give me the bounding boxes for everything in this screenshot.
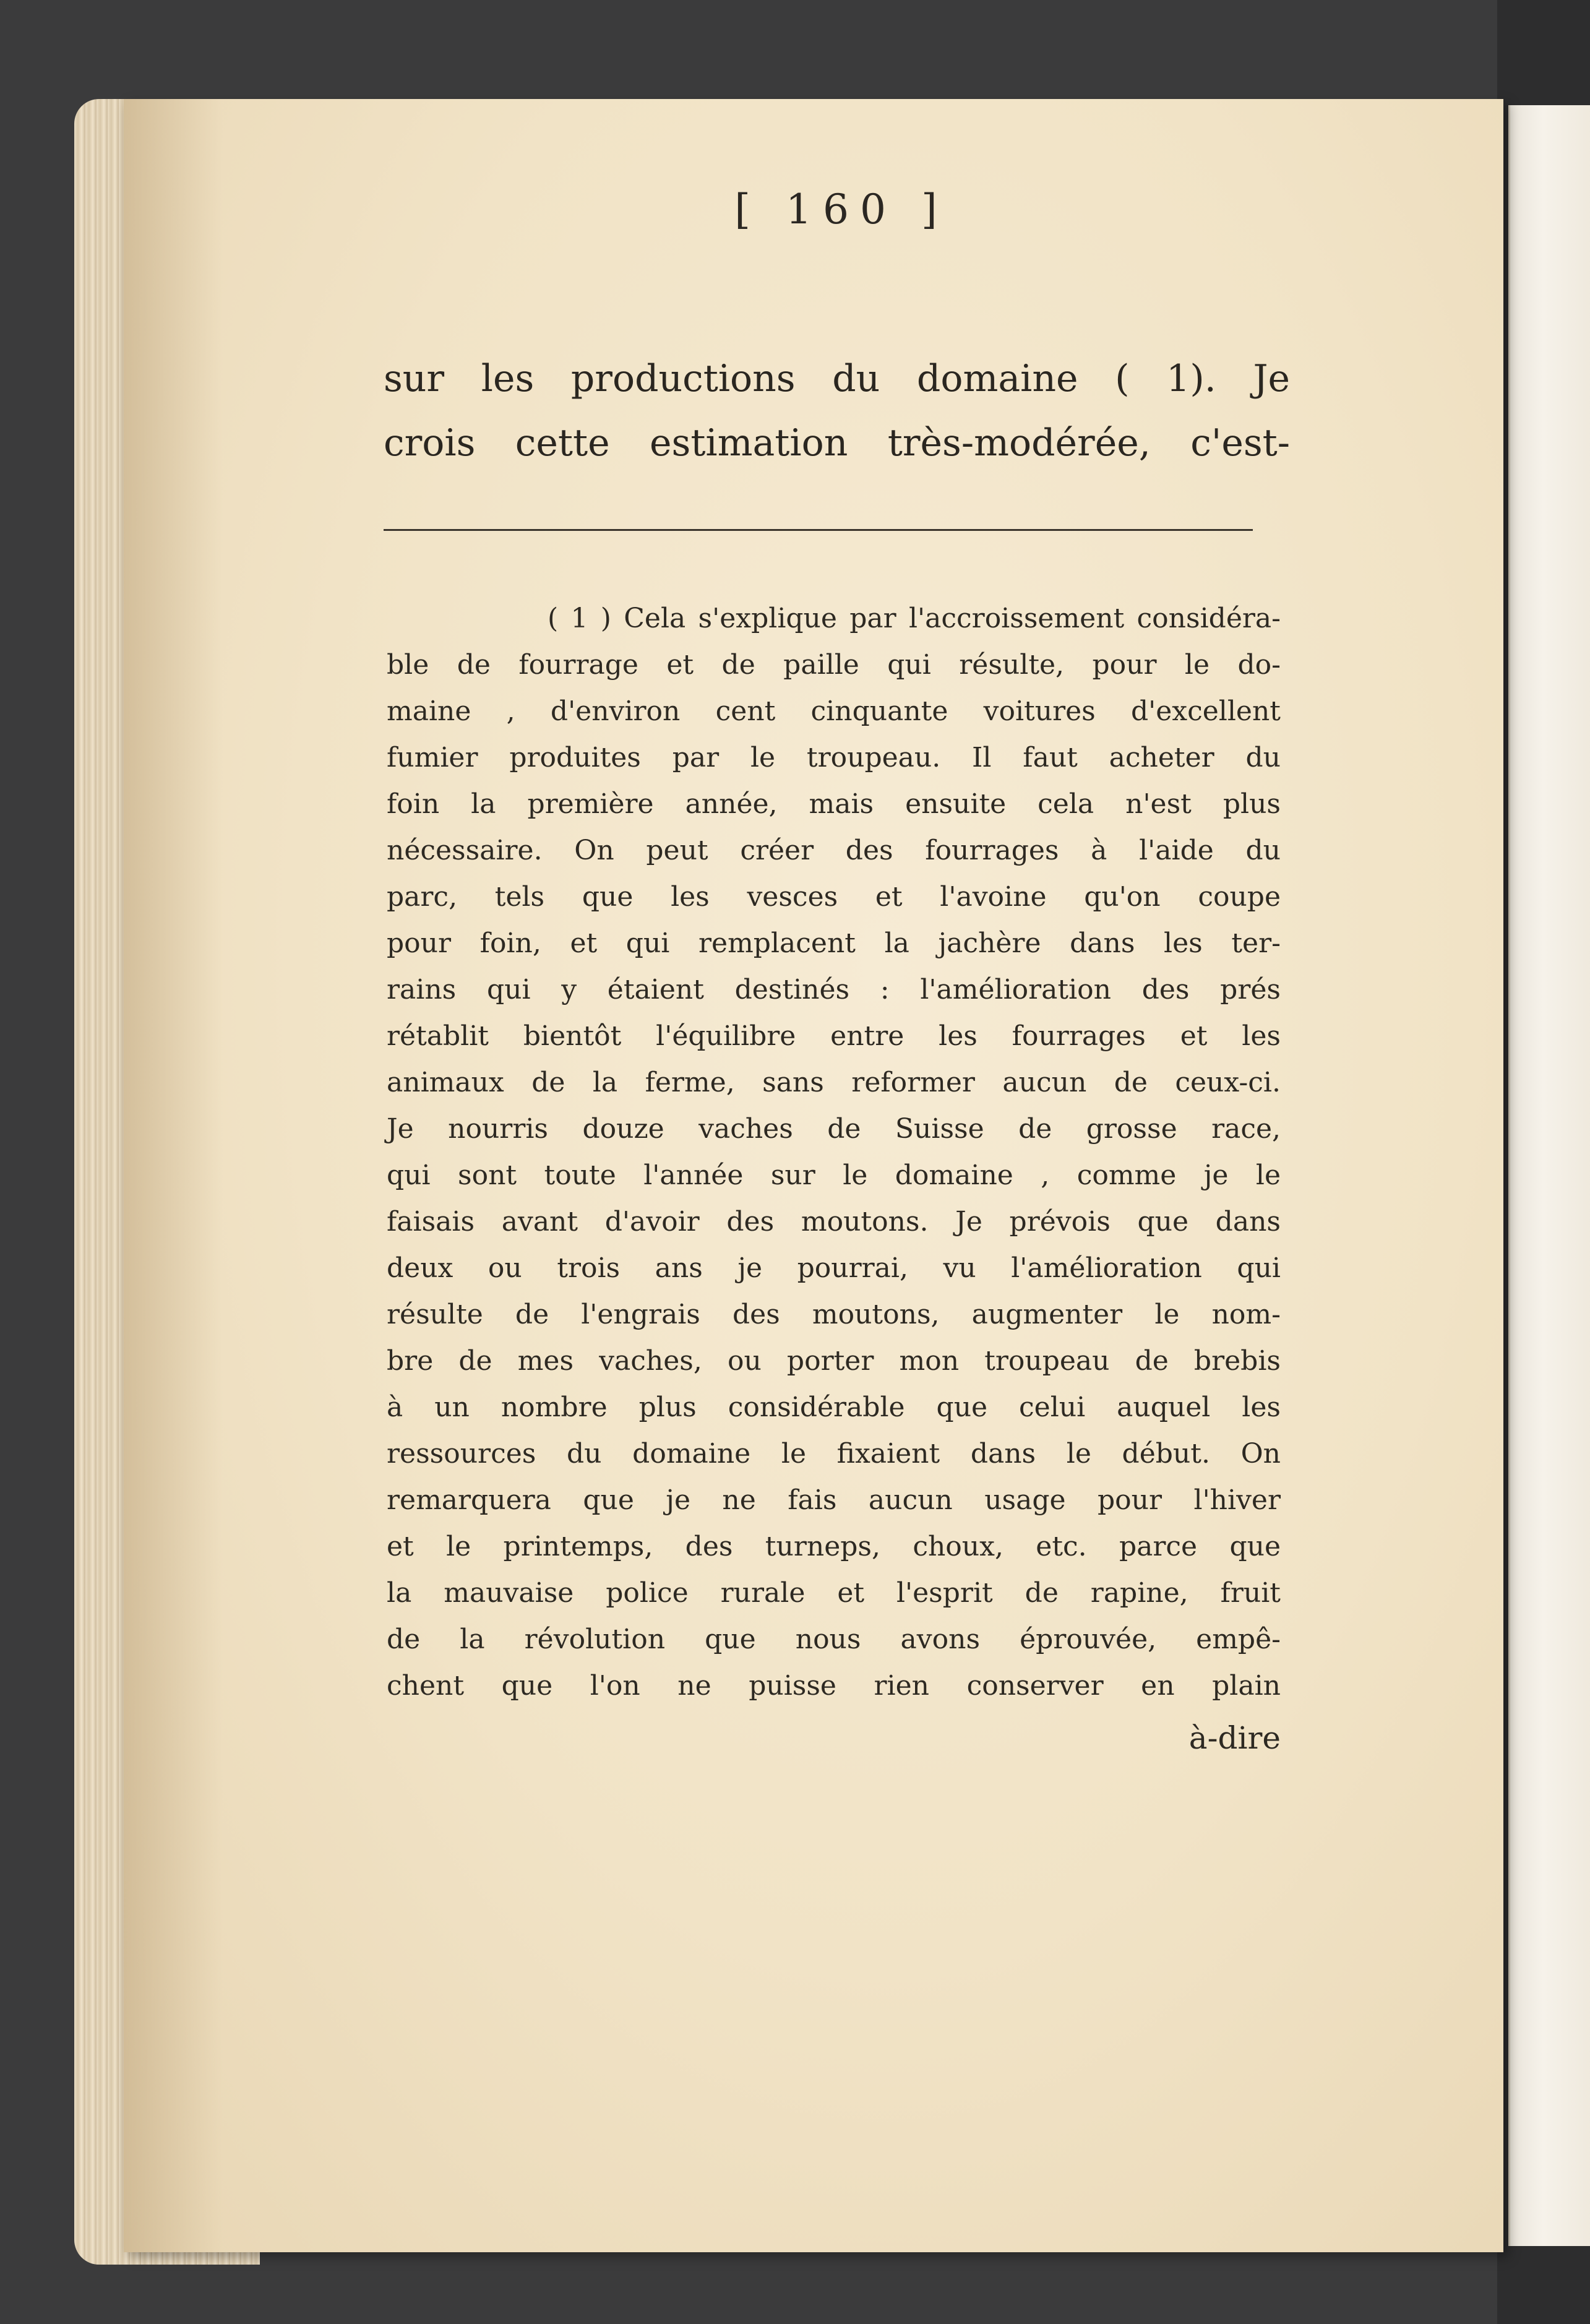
footnote-line: rains qui y étaient destinés : l'amélioration des prés [387,974,1281,1005]
footnote-line: qui sont toute l'année sur le domaine , comme je le [387,1160,1281,1191]
footnote-line: fumier produites par le troupeau. Il faut acheter du [387,742,1281,773]
footnote-line: pour foin, et qui remplacent la jachère dans les ter- [387,927,1281,959]
footnote-line: maine , d'environ cent cinquante voitures d'excellent [387,695,1281,727]
catchword: à-dire [1188,1720,1281,1756]
main-text [384,346,1290,475]
footnote-separator-rule [384,529,1253,531]
footnote-line: et le printemps, des turneps, choux, etc. parce que [387,1531,1281,1562]
main-text-line: crois cette estimation très-modérée, c'est- [384,421,1290,465]
footnote-line: la mauvaise police rurale et l'esprit de rapine, fruit [387,1577,1281,1609]
footnote-line: à un nombre plus considérable que celui auquel les [387,1392,1281,1423]
footnote-line: résulte de l'engrais des moutons, augmenter le nom- [387,1299,1281,1330]
footnote-line: foin la première année, mais ensuite cela n'est plus [387,788,1281,820]
footnote-line: remarquera que je ne fais aucun usage pour l'hiver [387,1484,1281,1516]
footnote-line: faisais avant d'avoir des moutons. Je prévois que dans [387,1206,1281,1237]
footnote-line: ble de fourrage et de paille qui résulte, pour le do- [387,649,1281,681]
footnote-line: nécessaire. On peut créer des fourrages à l'aide du [387,835,1281,866]
footnote-line: ressources du domaine le fixaient dans le début. On [387,1438,1281,1470]
gutter-shadow [124,99,223,2252]
main-text-line: sur les productions du domaine ( 1). Je [384,357,1290,400]
footnote-line: chent que l'on ne puisse rien conserver en plain [387,1670,1281,1702]
footnote-line: ( 1 ) Cela s'explique par l'accroissement considéra- [548,603,1281,634]
footnote-line: rétablit bientôt l'équilibre entre les fourrages et les [387,1020,1281,1052]
footnote-line: de la révolution que nous avons éprouvée, empê- [387,1624,1281,1655]
footnote-line: parc, tels que les vesces et l'avoine qu'on coupe [387,881,1281,913]
footnote-line: bre de mes vaches, ou porter mon troupeau de brebis [387,1345,1281,1377]
footnote [387,595,1281,1709]
footnote-line: Je nourris douze vaches de Suisse de grosse race, [387,1113,1281,1145]
footnote-line: deux ou trois ans je pourrai, vu l'amélioration qui [387,1252,1281,1284]
page-number: [ 160 ] [734,186,948,233]
facing-page-edge [1508,105,1590,2246]
footnote-line: animaux de la ferme, sans reformer aucun de ceux-ci. [387,1067,1281,1098]
